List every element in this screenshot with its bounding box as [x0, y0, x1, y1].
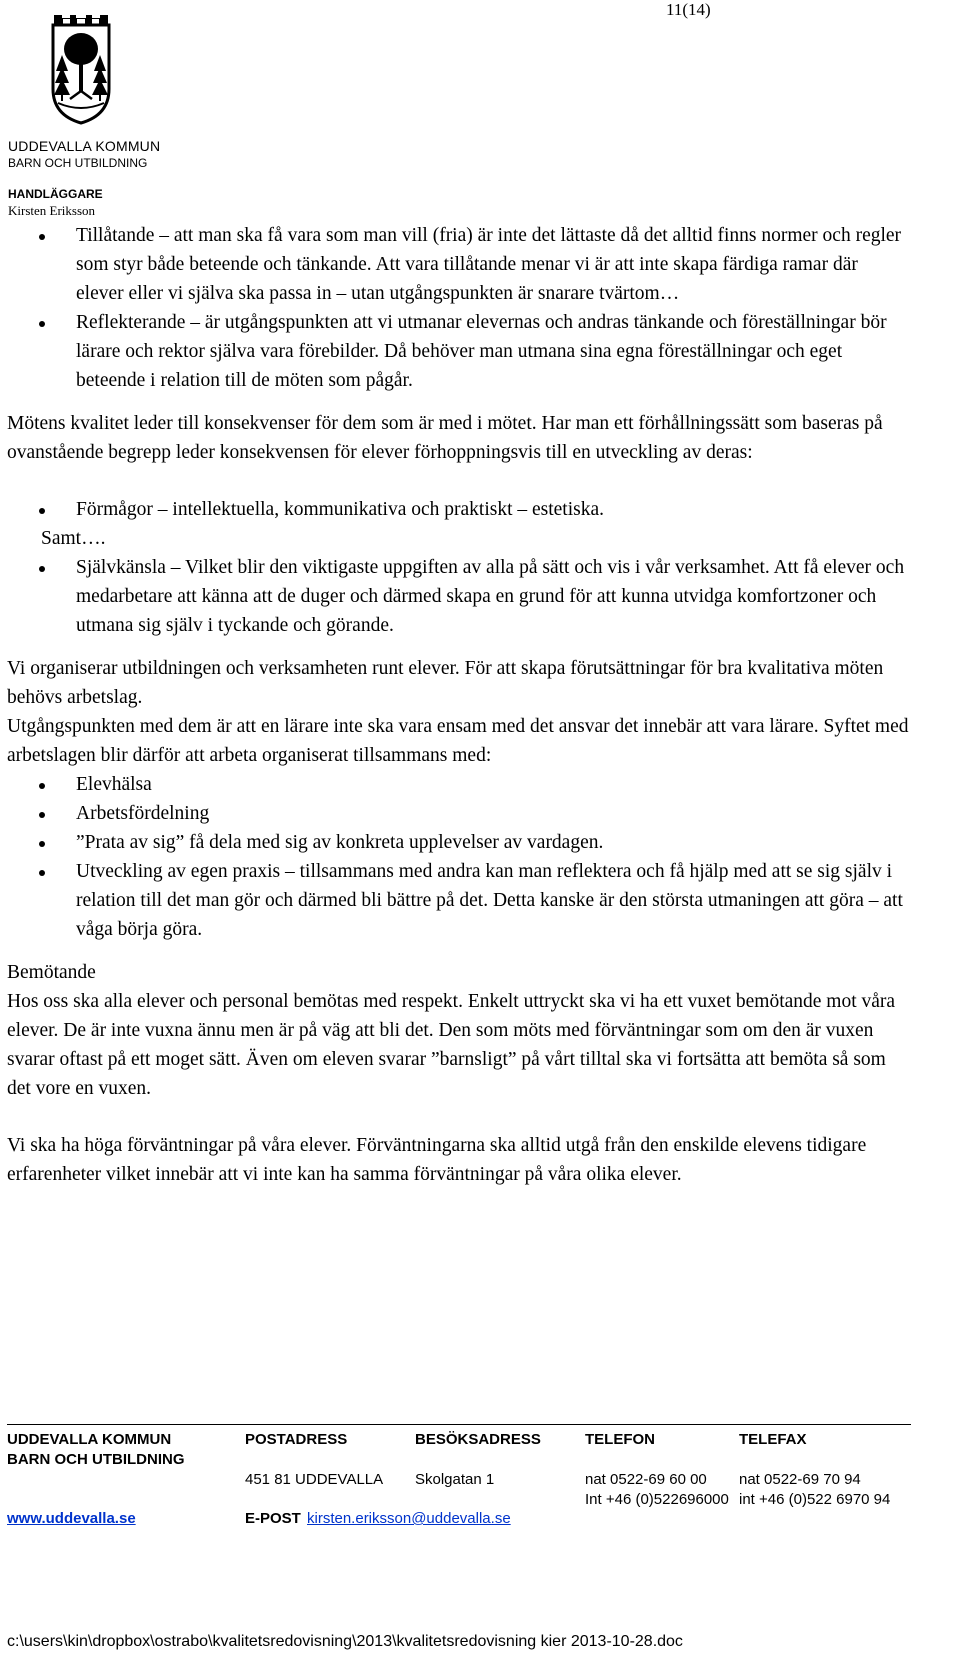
list-item [7, 799, 909, 828]
list-item [7, 495, 909, 524]
list-item [7, 553, 909, 640]
section-heading: Bemötande [7, 962, 96, 983]
list-item [7, 857, 909, 944]
telefax-national: nat 0522-69 70 94 [739, 1471, 861, 1488]
document-body [7, 221, 909, 1189]
bullet-text: Förmågor – intellektuella, kommunikativa och praktiskt – estetiska. [76, 499, 605, 520]
bullet-text: Självkänsla – Vilket blir den viktigaste uppgiften av alla på sätt och vis i vår verksamhet. Att få elever och medarbetare att känna att de duger och därmed skapa en grund för att kunna utvidga komfortzoner och utmana sig själv i tyckande och görande. [76, 557, 905, 636]
list-item [7, 828, 909, 857]
telefon-national: nat 0522-69 60 00 [585, 1471, 707, 1488]
bullet-icon [39, 321, 45, 327]
paragraph: Vi organiserar utbildningen och verksamheten runt elever. För att skapa förutsättningar för bra kvalitativa möten behövs arbetslag. [7, 658, 884, 708]
bullet-text: Arbetsfördelning [76, 803, 210, 824]
bullet-icon [39, 870, 45, 876]
bullet-text: Elevhälsa [76, 774, 152, 795]
telefon-label: TELEFON [585, 1431, 655, 1448]
municipal-coat-of-arms-logo [50, 15, 112, 125]
postadress-value: 451 81 UDDEVALLA [245, 1471, 384, 1488]
besoksadress-value: Skolgatan 1 [415, 1471, 495, 1488]
bullet-text: Reflekterande – är utgångspunkten att vi utmanar elevernas och andras tänkande och föreställningar bör lärare och rektor själva vara förebilder. Då behöver man utmana sina egna föreställningar och eget beteende i relation till de möten som pågår. [76, 312, 887, 391]
footer [7, 1424, 911, 1575]
email-link[interactable]: kirsten.eriksson@uddevalla.se [307, 1510, 511, 1527]
bullet-text: Tillåtande – att man ska få vara som man vill (fria) är inte det lättaste då det alltid finns normer och regler som styr både beteende och tänkande. Att vara tillåtande menar vi är att inte skapa färdiga ramar där elever eller vi själva ska passa in – utan utgångspunkten är snarare tvärtom… [76, 225, 902, 304]
telefax-international: int +46 (0)522 6970 94 [739, 1491, 891, 1508]
samt-text: Samt…. [41, 528, 106, 549]
header-department: BARN OCH UTBILDNING [8, 156, 148, 170]
handler-label: HANDLÄGGARE [8, 187, 103, 201]
besoksadress-label: BESÖKSADRESS [415, 1431, 541, 1448]
paragraph: Hos oss ska alla elever och personal bemötas med respekt. Enkelt uttryckt ska vi ha ett vuxet bemötande mot våra elever. De är inte vuxna ännu men är på väg att bli det. Den som möts med förväntningar som om den är vuxen svarar oftast på ett moget sätt. Även om eleven svarar ”barnsligt” på vårt tilltal ska vi fortsätta att bemöta så som det vore en vuxen. [7, 991, 896, 1099]
bullet-icon [39, 566, 45, 572]
footer-department: BARN OCH UTBILDNING [7, 1451, 185, 1468]
footer-org-name: UDDEVALLA KOMMUN [7, 1431, 172, 1448]
epost-label: E-POST [245, 1510, 301, 1527]
header-org-name: UDDEVALLA KOMMUN [8, 138, 161, 154]
bullet-text: Utveckling av egen praxis – tillsammans med andra kan man reflektera och få hjälp med att se sig själv i relation till det man gör och därmed bli bättre på det. Detta kanske är den största utmaningen att göra – att våga börja göra. [76, 861, 903, 940]
list-item [7, 308, 909, 395]
bullet-icon [39, 812, 45, 818]
telefax-label: TELEFAX [739, 1431, 807, 1448]
postadress-label: POSTADRESS [245, 1431, 348, 1448]
paragraph: Vi ska ha höga förväntningar på våra elever. Förväntningarna ska alltid utgå från den enskilde elevens tidigare erfarenheter vilket innebär att vi inte kan ha samma förväntningar på våra olika elever. [7, 1135, 867, 1185]
page-number: 11(14) [666, 0, 711, 19]
list-item [7, 770, 909, 799]
paragraph: Mötens kvalitet leder till konsekvenser för dem som är med i mötet. Har man ett förhållningssätt som baseras på ovanstående begrepp leder konsekvensen för elever förhoppningsvis till en utveckling av deras: [7, 413, 883, 463]
website-link[interactable]: www.uddevalla.se [7, 1510, 136, 1527]
bullet-icon [39, 508, 45, 514]
telefon-international: Int +46 (0)522696000 [585, 1491, 729, 1508]
bullet-icon [39, 783, 45, 789]
list-item [7, 221, 909, 308]
bullet-text: ”Prata av sig” få dela med sig av konkreta upplevelser av vardagen. [76, 832, 604, 853]
handler-name: Kirsten Eriksson [8, 203, 96, 218]
bullet-icon [39, 841, 45, 847]
bullet-icon [39, 234, 45, 240]
file-path: c:\users\kin\dropbox\ostrabo\kvalitetsredovisning\2013\kvalitetsredovisning kier 2013-10-28.doc [7, 1633, 683, 1650]
paragraph: Utgångspunkten med dem är att en lärare inte ska vara ensam med det ansvar det innebär att vara lärare. Syftet med arbetslagen blir därför att arbeta organiserat tillsammans med: [7, 716, 909, 766]
